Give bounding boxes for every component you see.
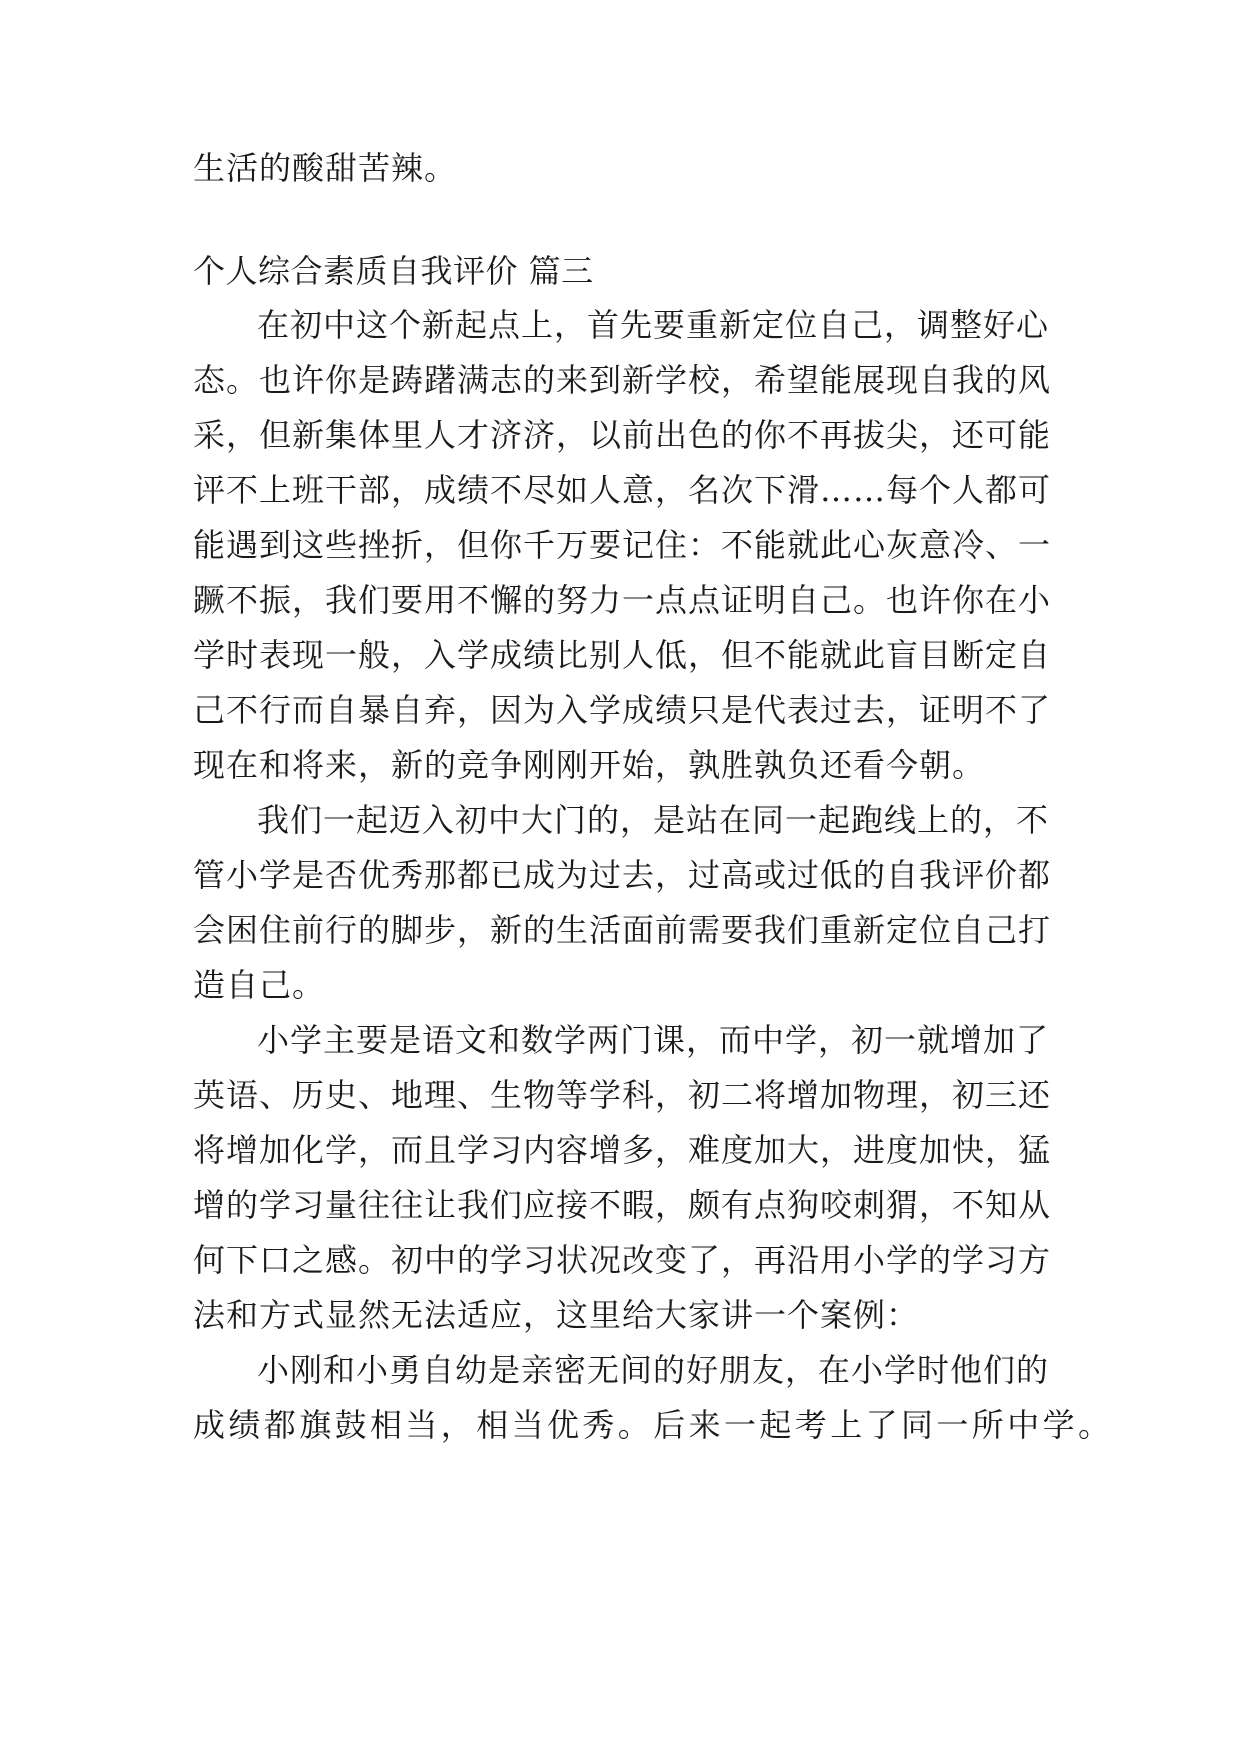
paragraph-2-line-3: 会困住前行的脚步，新的生活面前需要我们重新定位自己打 bbox=[193, 911, 1052, 949]
paragraph-fragment: 生活的酸甜苦辣。 bbox=[193, 149, 458, 187]
paragraph-2-line-2: 管小学是否优秀那都已成为过去，过高或过低的自我评价都 bbox=[193, 856, 1052, 894]
paragraph-1-line-4: 评不上班干部，成绩不尽如人意，名次下滑……每个人都可 bbox=[193, 471, 1052, 509]
paragraph-4-line-1: 小刚和小勇自幼是亲密无间的好朋友，在小学时他们的 bbox=[257, 1351, 1050, 1389]
paragraph-1-line-7: 学时表现一般，入学成绩比别人低，但不能就此盲目断定自 bbox=[193, 636, 1052, 674]
paragraph-1-line-3: 采，但新集体里人才济济，以前出色的你不再拔尖，还可能 bbox=[193, 416, 1052, 454]
paragraph-1-line-6: 蹶不振，我们要用不懈的努力一点点证明自己。也许你在小 bbox=[193, 581, 1052, 619]
paragraph-1-line-1: 在初中这个新起点上，首先要重新定位自己，调整好心 bbox=[257, 306, 1050, 344]
paragraph-3-line-1: 小学主要是语文和数学两门课，而中学，初一就增加了 bbox=[257, 1021, 1050, 1059]
paragraph-3-line-2: 英语、历史、地理、生物等学科，初二将增加物理，初三还 bbox=[193, 1076, 1052, 1114]
paragraph-2-line-1: 我们一起迈入初中大门的，是站在同一起跑线上的，不 bbox=[257, 801, 1050, 839]
paragraph-3-line-4: 增的学习量往往让我们应接不暇，颇有点狗咬刺猬，不知从 bbox=[193, 1186, 1052, 1224]
paragraph-4-line-2: 成绩都旗鼓相当，相当优秀。后来一起考上了同一所中学。 bbox=[193, 1406, 1114, 1444]
paragraph-3-line-5: 何下口之感。初中的学习状况改变了，再沿用小学的学习方 bbox=[193, 1241, 1052, 1279]
paragraph-1-line-5: 能遇到这些挫折，但你千万要记住：不能就此心灰意冷、一 bbox=[193, 526, 1052, 564]
paragraph-1-line-9: 现在和将来，新的竞争刚刚开始，孰胜孰负还看今朝。 bbox=[193, 746, 986, 784]
paragraph-2-line-4: 造自己。 bbox=[193, 966, 326, 1004]
paragraph-3-line-3: 将增加化学，而且学习内容增多，难度加大，进度加快，猛 bbox=[193, 1131, 1052, 1169]
paragraph-1-line-8: 己不行而自暴自弃，因为入学成绩只是代表过去，证明不了 bbox=[193, 691, 1052, 729]
section-heading: 个人综合素质自我评价 篇三 bbox=[193, 252, 594, 290]
paragraph-1-line-2: 态。也许你是踌躇满志的来到新学校，希望能展现自我的风 bbox=[193, 361, 1052, 399]
paragraph-3-line-6: 法和方式显然无法适应，这里给大家讲一个案例： bbox=[193, 1296, 920, 1334]
